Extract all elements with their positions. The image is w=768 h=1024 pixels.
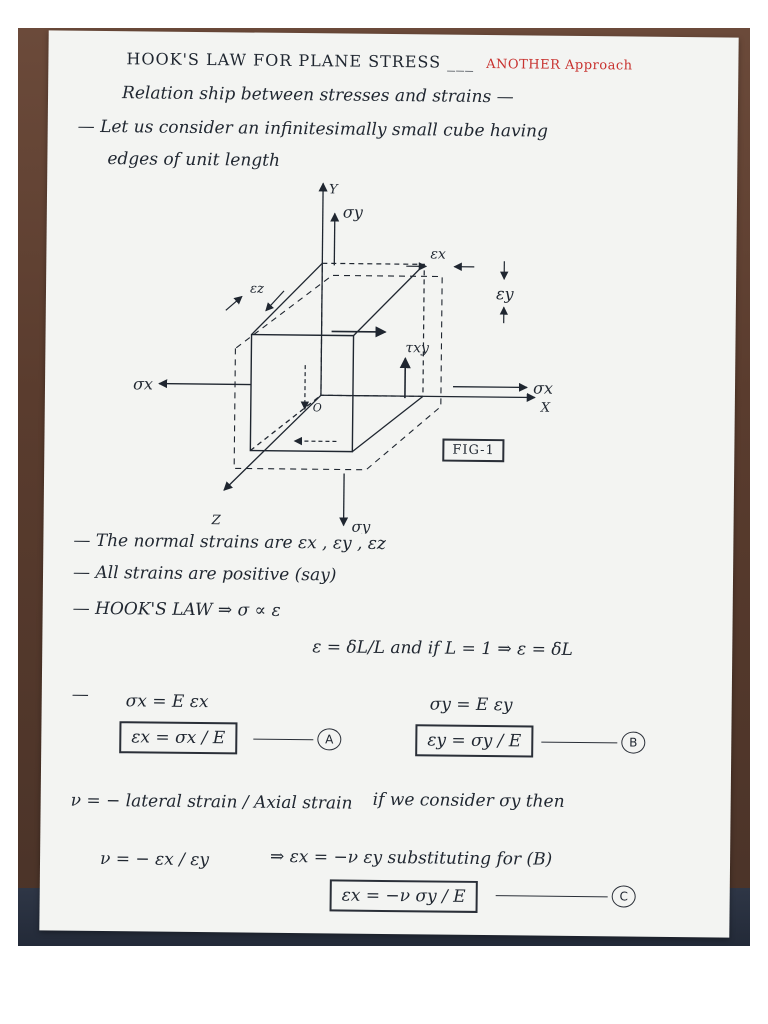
note-line-2: — Let us consider an infinitesimally small cube having [77,116,549,142]
bullet-positive-strains: — All strains are positive (say) [72,562,337,586]
label-x-axis: X [540,400,551,416]
cube-edge [354,264,425,337]
cube-edge [249,263,323,336]
equation-sigma-y: σy = E εy [429,694,513,716]
boxed-equation-b: εy = σy / E [415,724,533,757]
figure-label: FIG-1 [442,439,505,463]
bullet-hooks-law: — HOOK'S LAW ⇒ σ ∝ ε [72,598,281,621]
cube-edge [250,395,321,452]
label-origin: O [312,401,322,415]
connector-a [253,739,313,741]
cube-back-face [321,263,424,396]
deformed-outline [234,274,442,470]
connector-b [541,742,617,744]
mark-a: A [317,728,341,750]
label-y-axis: Y [328,182,338,198]
mark-b: B [621,731,645,753]
sigma-y-top-arrow [334,213,335,265]
shear-top-arrow [332,331,386,332]
sigma-x-right-arrow [453,387,527,388]
mark-c: C [612,885,636,907]
boxed-equation-c: εx = −ν σy / E [330,879,478,913]
label-eps-x: εx [430,246,446,263]
poisson-ratio: ν = − εx / εy [99,848,210,871]
z-axis [224,394,321,491]
eps-z-arrow-2 [226,296,242,310]
label-sigma-x-left: σx [132,374,154,394]
label-eps-z: εz [249,281,264,297]
notebook-page [39,30,738,937]
cube-edge [352,396,423,453]
cube-front-face [250,335,353,452]
poisson-note: if we consider σy then [372,789,565,812]
eps-z-arrow [266,291,284,311]
cube-diagram [73,171,597,536]
sigma-y-bottom-arrow [344,474,345,526]
strain-definition: ε = δL/L and if L = 1 ⇒ ε = δL [312,637,573,660]
title-accent: ANOTHER Approach [486,56,633,74]
poisson-definition: ν = − lateral strain / Axial strain [70,790,353,814]
page-title [126,49,632,73]
label-sigma-y-bottom: σy [351,517,371,536]
sigma-x-left-arrow [159,384,251,385]
substitution-note: ⇒ εx = −ν εy substituting for (B) [269,846,553,870]
photo-background [18,28,750,946]
label-eps-y: εy [495,284,514,304]
label-tau-xy: τxy [405,340,430,357]
boxed-equation-a: εx = σx / E [119,721,237,754]
label-z-axis: Z [211,513,221,529]
label-sigma-y-top: σy [342,202,363,222]
bullet-normal-strains: — The normal strains are εx , εy , εz [73,530,387,554]
equation-sigma-x: σx = E εx [125,691,209,713]
title-text: HOOK'S LAW FOR PLANE STRESS ___ [126,49,475,72]
connector-c [496,895,608,897]
label-sigma-x-right: σx [532,378,554,398]
dash-marker: — [71,684,89,705]
note-line-3: edges of unit length [107,149,281,171]
note-line-1: Relation ship between stresses and strains — [121,83,514,108]
